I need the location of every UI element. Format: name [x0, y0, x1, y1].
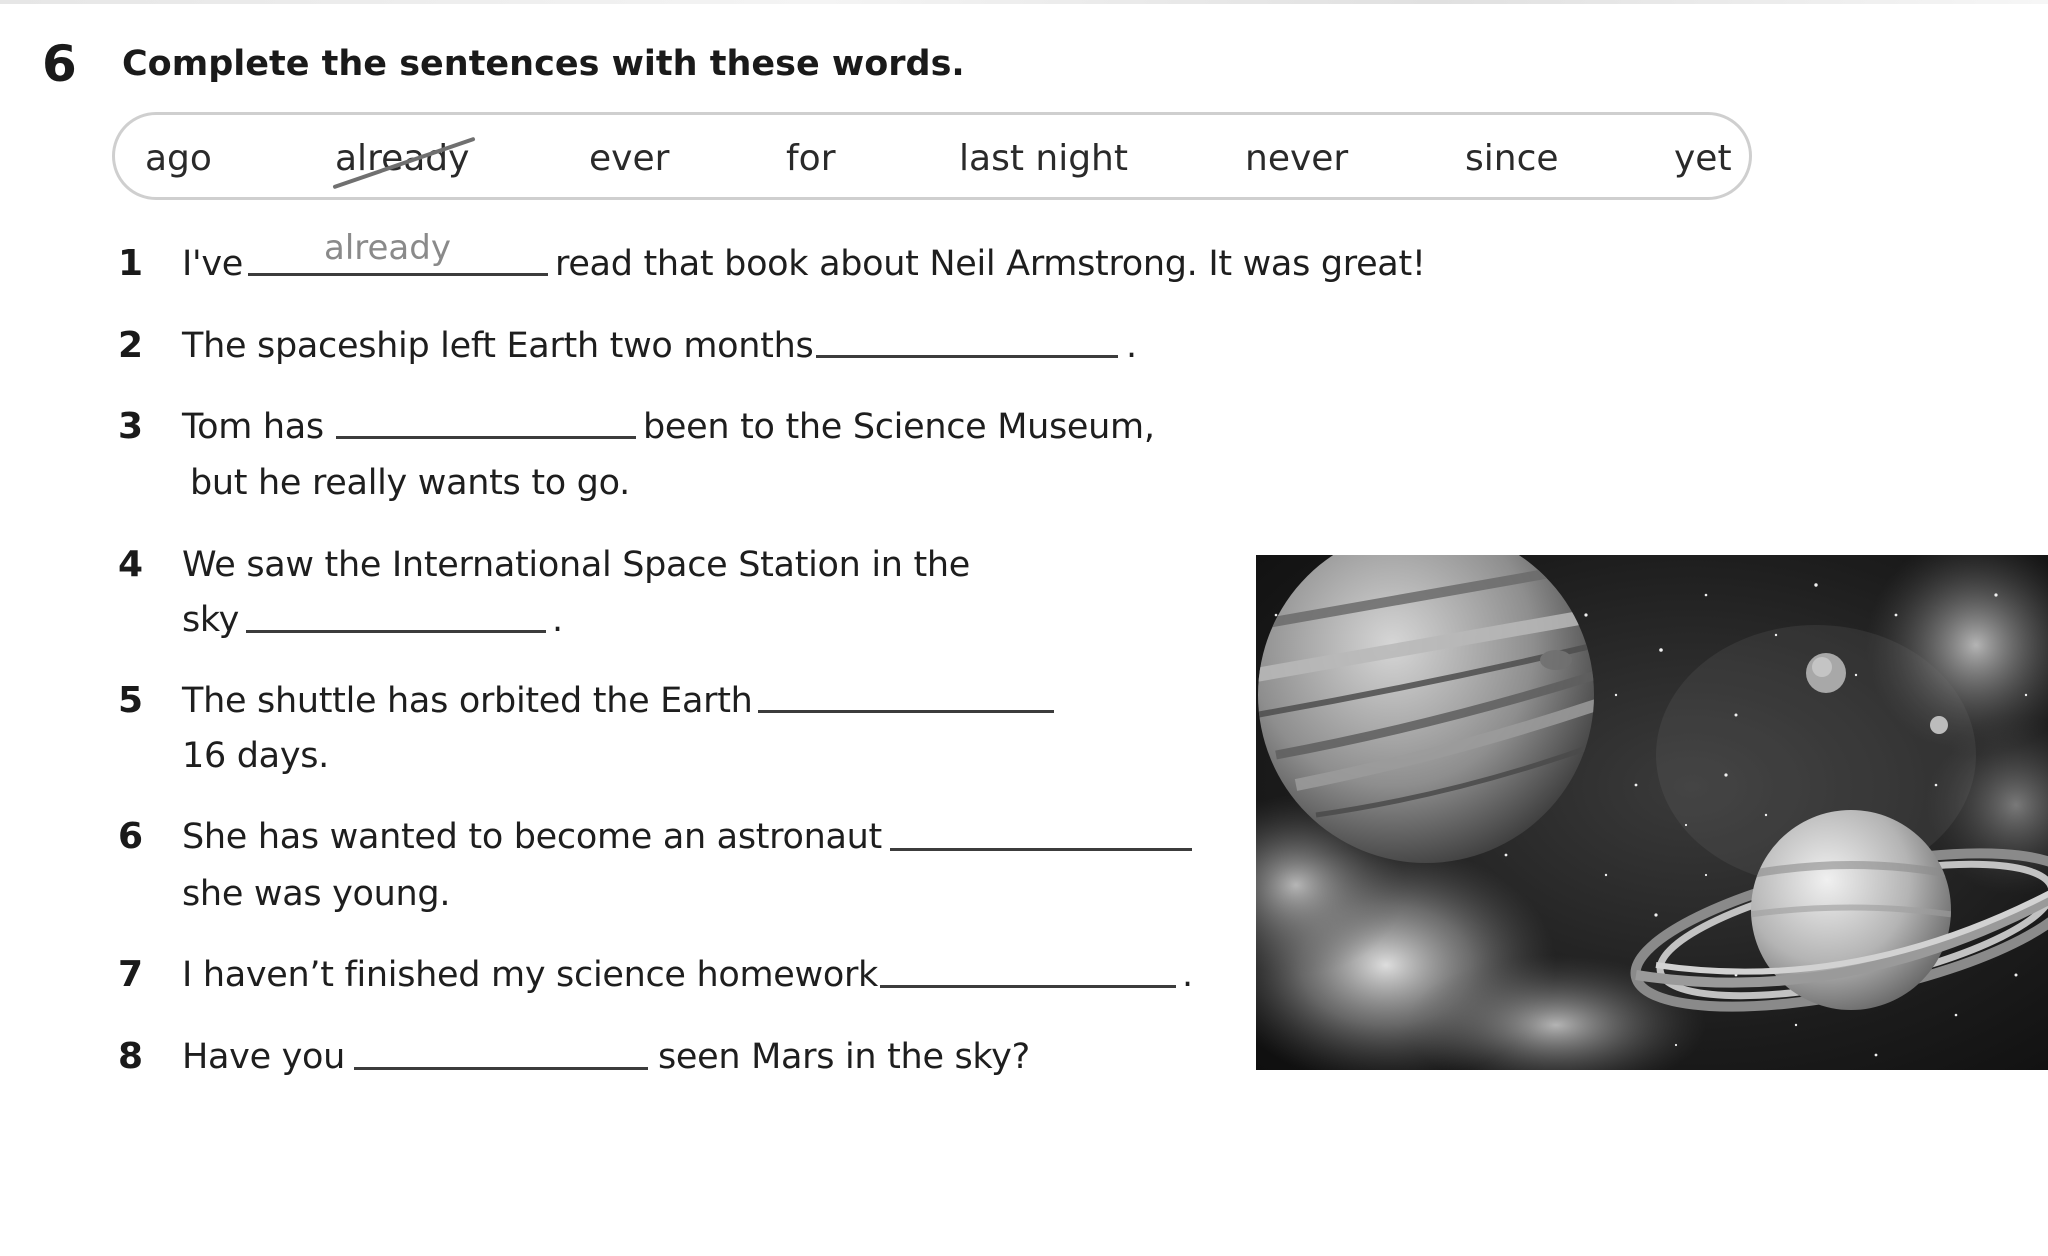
question-1-text-b: read that book about Neil Armstrong. It was great! [555, 244, 1426, 284]
space-illustration [1256, 555, 2048, 1070]
question-6-text-b: she was young. [182, 874, 451, 914]
question-2-blank[interactable] [816, 355, 1118, 358]
word-bank [112, 112, 1752, 200]
question-6-text-a: She has wanted to become an astronaut [182, 817, 882, 857]
question-2-number: 2 [118, 325, 144, 366]
question-1-text-a: I've [182, 244, 243, 284]
question-5-blank[interactable] [758, 710, 1054, 713]
question-2-text-a: The spaceship left Earth two months [182, 326, 814, 366]
question-8-text-a: Have you [182, 1037, 346, 1077]
question-1-number: 1 [118, 243, 144, 284]
word-since: since [1465, 138, 1559, 179]
question-4-text-b: sky [182, 600, 240, 640]
question-1-blank[interactable] [248, 273, 548, 276]
exercise-number: 6 [42, 35, 77, 93]
word-ever: ever [589, 138, 670, 179]
question-4-number: 4 [118, 544, 144, 585]
question-3-blank[interactable] [336, 436, 636, 439]
word-never: never [1245, 138, 1349, 179]
word-for: for [786, 138, 836, 179]
question-3-number: 3 [118, 406, 144, 447]
page-edge-line [0, 0, 2048, 4]
word-ago: ago [145, 138, 212, 179]
question-7-period: . [1182, 955, 1194, 995]
question-3-text-c: but he really wants to go. [190, 463, 630, 503]
question-4-blank[interactable] [246, 630, 546, 633]
question-8-text-b: seen Mars in the sky? [658, 1037, 1030, 1077]
question-3-text-b: been to the Science Museum, [643, 407, 1155, 447]
question-5-text-b: 16 days. [182, 736, 329, 776]
question-5-number: 5 [118, 680, 144, 721]
question-6-blank[interactable] [890, 848, 1192, 851]
space-planets-image [1256, 555, 2048, 1070]
question-3-text-a: Tom has [182, 407, 324, 447]
question-7-blank[interactable] [880, 985, 1176, 988]
question-4-period: . [552, 600, 564, 640]
question-6-number: 6 [118, 816, 144, 857]
question-5-text-a: The shuttle has orbited the Earth [182, 681, 753, 721]
word-last-night: last night [959, 138, 1128, 179]
word-already-used [335, 139, 469, 179]
question-2-period: . [1126, 326, 1138, 366]
question-8-number: 8 [118, 1036, 144, 1077]
question-4-text-a: We saw the International Space Station in the [182, 545, 971, 585]
question-1-answer: already [324, 228, 451, 268]
question-7-text-a: I haven’t finished my science homework [182, 955, 879, 995]
question-7-number: 7 [118, 954, 144, 995]
question-8-blank[interactable] [354, 1067, 648, 1070]
word-yet: yet [1674, 138, 1732, 179]
exercise-instruction: Complete the sentences with these words. [122, 44, 965, 84]
word-already-label: already [335, 138, 470, 179]
